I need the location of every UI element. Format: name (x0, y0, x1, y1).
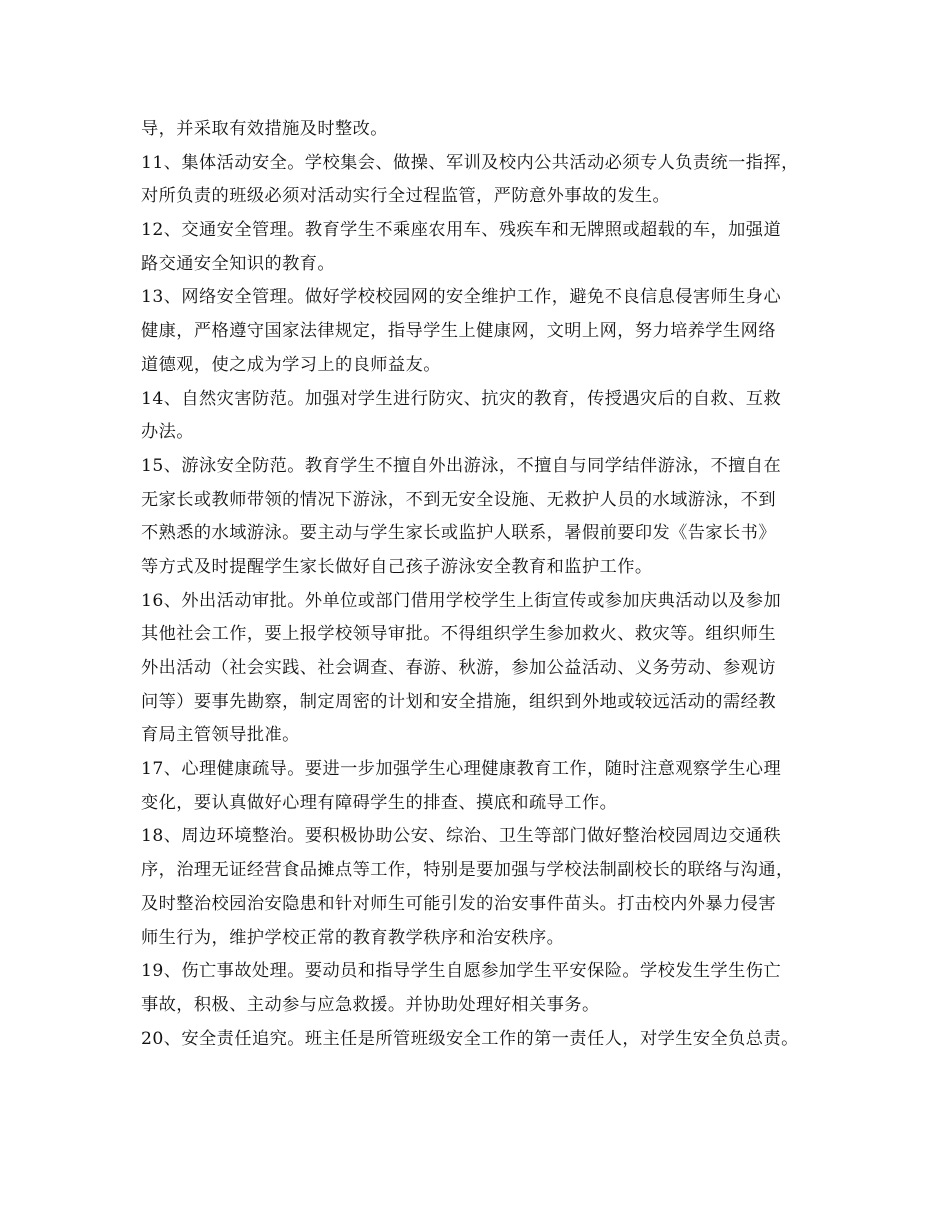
text-line: 事故，积极、主动参与应急救援。并协助处理好相关事务。 (141, 994, 600, 1015)
text-line: 11、集体活动安全。学校集会、做操、军训及校内公共活动必须专人负责统一指挥， (141, 152, 799, 173)
text-line: 12、交通安全管理。教育学生不乘座农用车、残疾车和无牌照或超载的车，加强道 (141, 220, 782, 241)
text-line: 20、安全责任追究。班主任是所管班级安全工作的第一责任人，对学生安全负总责。 (141, 1028, 799, 1049)
text-line: 路交通安全知识的教育。 (141, 253, 336, 274)
text-line: 等方式及时提醒学生家长做好自己孩子游泳安全教育和监护工作。 (141, 556, 653, 577)
text-line: 办法。 (141, 422, 194, 443)
text-line: 14、自然灾害防范。加强对学生进行防灾、抗灾的教育，传授遇灾后的自救、互救 (141, 388, 782, 409)
text-line: 19、伤亡事故处理。要动员和指导学生自愿参加学生平安保险。学校发生学生伤亡 (141, 961, 782, 982)
document-body (141, 113, 827, 1056)
text-line: 18、周边环境整治。要积极协助公安、综治、卫生等部门做好整治校园周边交通秩 (141, 826, 782, 847)
text-line: 道德观，使之成为学习上的良师益友。 (141, 354, 441, 375)
text-line: 师生行为，维护学校正常的教育教学秩序和治安秩序。 (141, 927, 565, 948)
text-line: 13、网络安全管理。做好学校校园网的安全维护工作，避免不良信息侵害师生身心 (141, 287, 782, 308)
text-line: 其他社会工作，要上报学校领导审批。不得组织学生参加救火、救灾等。组织师生 (141, 624, 776, 645)
text-line: 变化，要认真做好心理有障碍学生的排查、摸底和疏导工作。 (141, 792, 618, 813)
text-line: 15、游泳安全防范。教育学生不擅自外出游泳，不擅自与同学结伴游泳，不擅自在 (141, 455, 782, 476)
text-line: 外出活动（社会实践、社会调查、春游、秋游，参加公益活动、义务劳动、参观访 (141, 658, 776, 678)
text-line: 问等）要事先勘察，制定周密的计划和安全措施，组织到外地或较远活动的需经教 (141, 691, 776, 712)
text-line: 16、外出活动审批。外单位或部门借用学校学生上街宣传或参加庆典活动以及参加 (141, 590, 782, 611)
text-line: 及时整治校园治安隐患和针对师生可能引发的治安事件苗头。打击校内外暴力侵害 (141, 893, 776, 914)
text-line: 导，并采取有效措施及时整改。 (141, 119, 388, 139)
text-line: 序，治理无证经营食品摊点等工作，特别是要加强与学校法制副校长的联络与沟通， (141, 860, 794, 881)
text-line: 对所负责的班级必须对活动实行全过程监管，严防意外事故的发生。 (141, 186, 671, 207)
text-line: 无家长或教师带领的情况下游泳，不到无安全设施、无救护人员的水域游泳，不到 (141, 489, 776, 510)
text-line: 健康，严格遵守国家法律规定，指导学生上健康网，文明上网，努力培养学生网络 (141, 321, 776, 342)
text-line: 17、心理健康疏导。要进一步加强学生心理健康教育工作，随时注意观察学生心理 (141, 759, 782, 780)
text-line: 不熟悉的水域游泳。要主动与学生家长或监护人联系，暑假前要印发《告家长书》 (141, 523, 776, 544)
text-line: 育局主管领导批准。 (141, 725, 300, 746)
